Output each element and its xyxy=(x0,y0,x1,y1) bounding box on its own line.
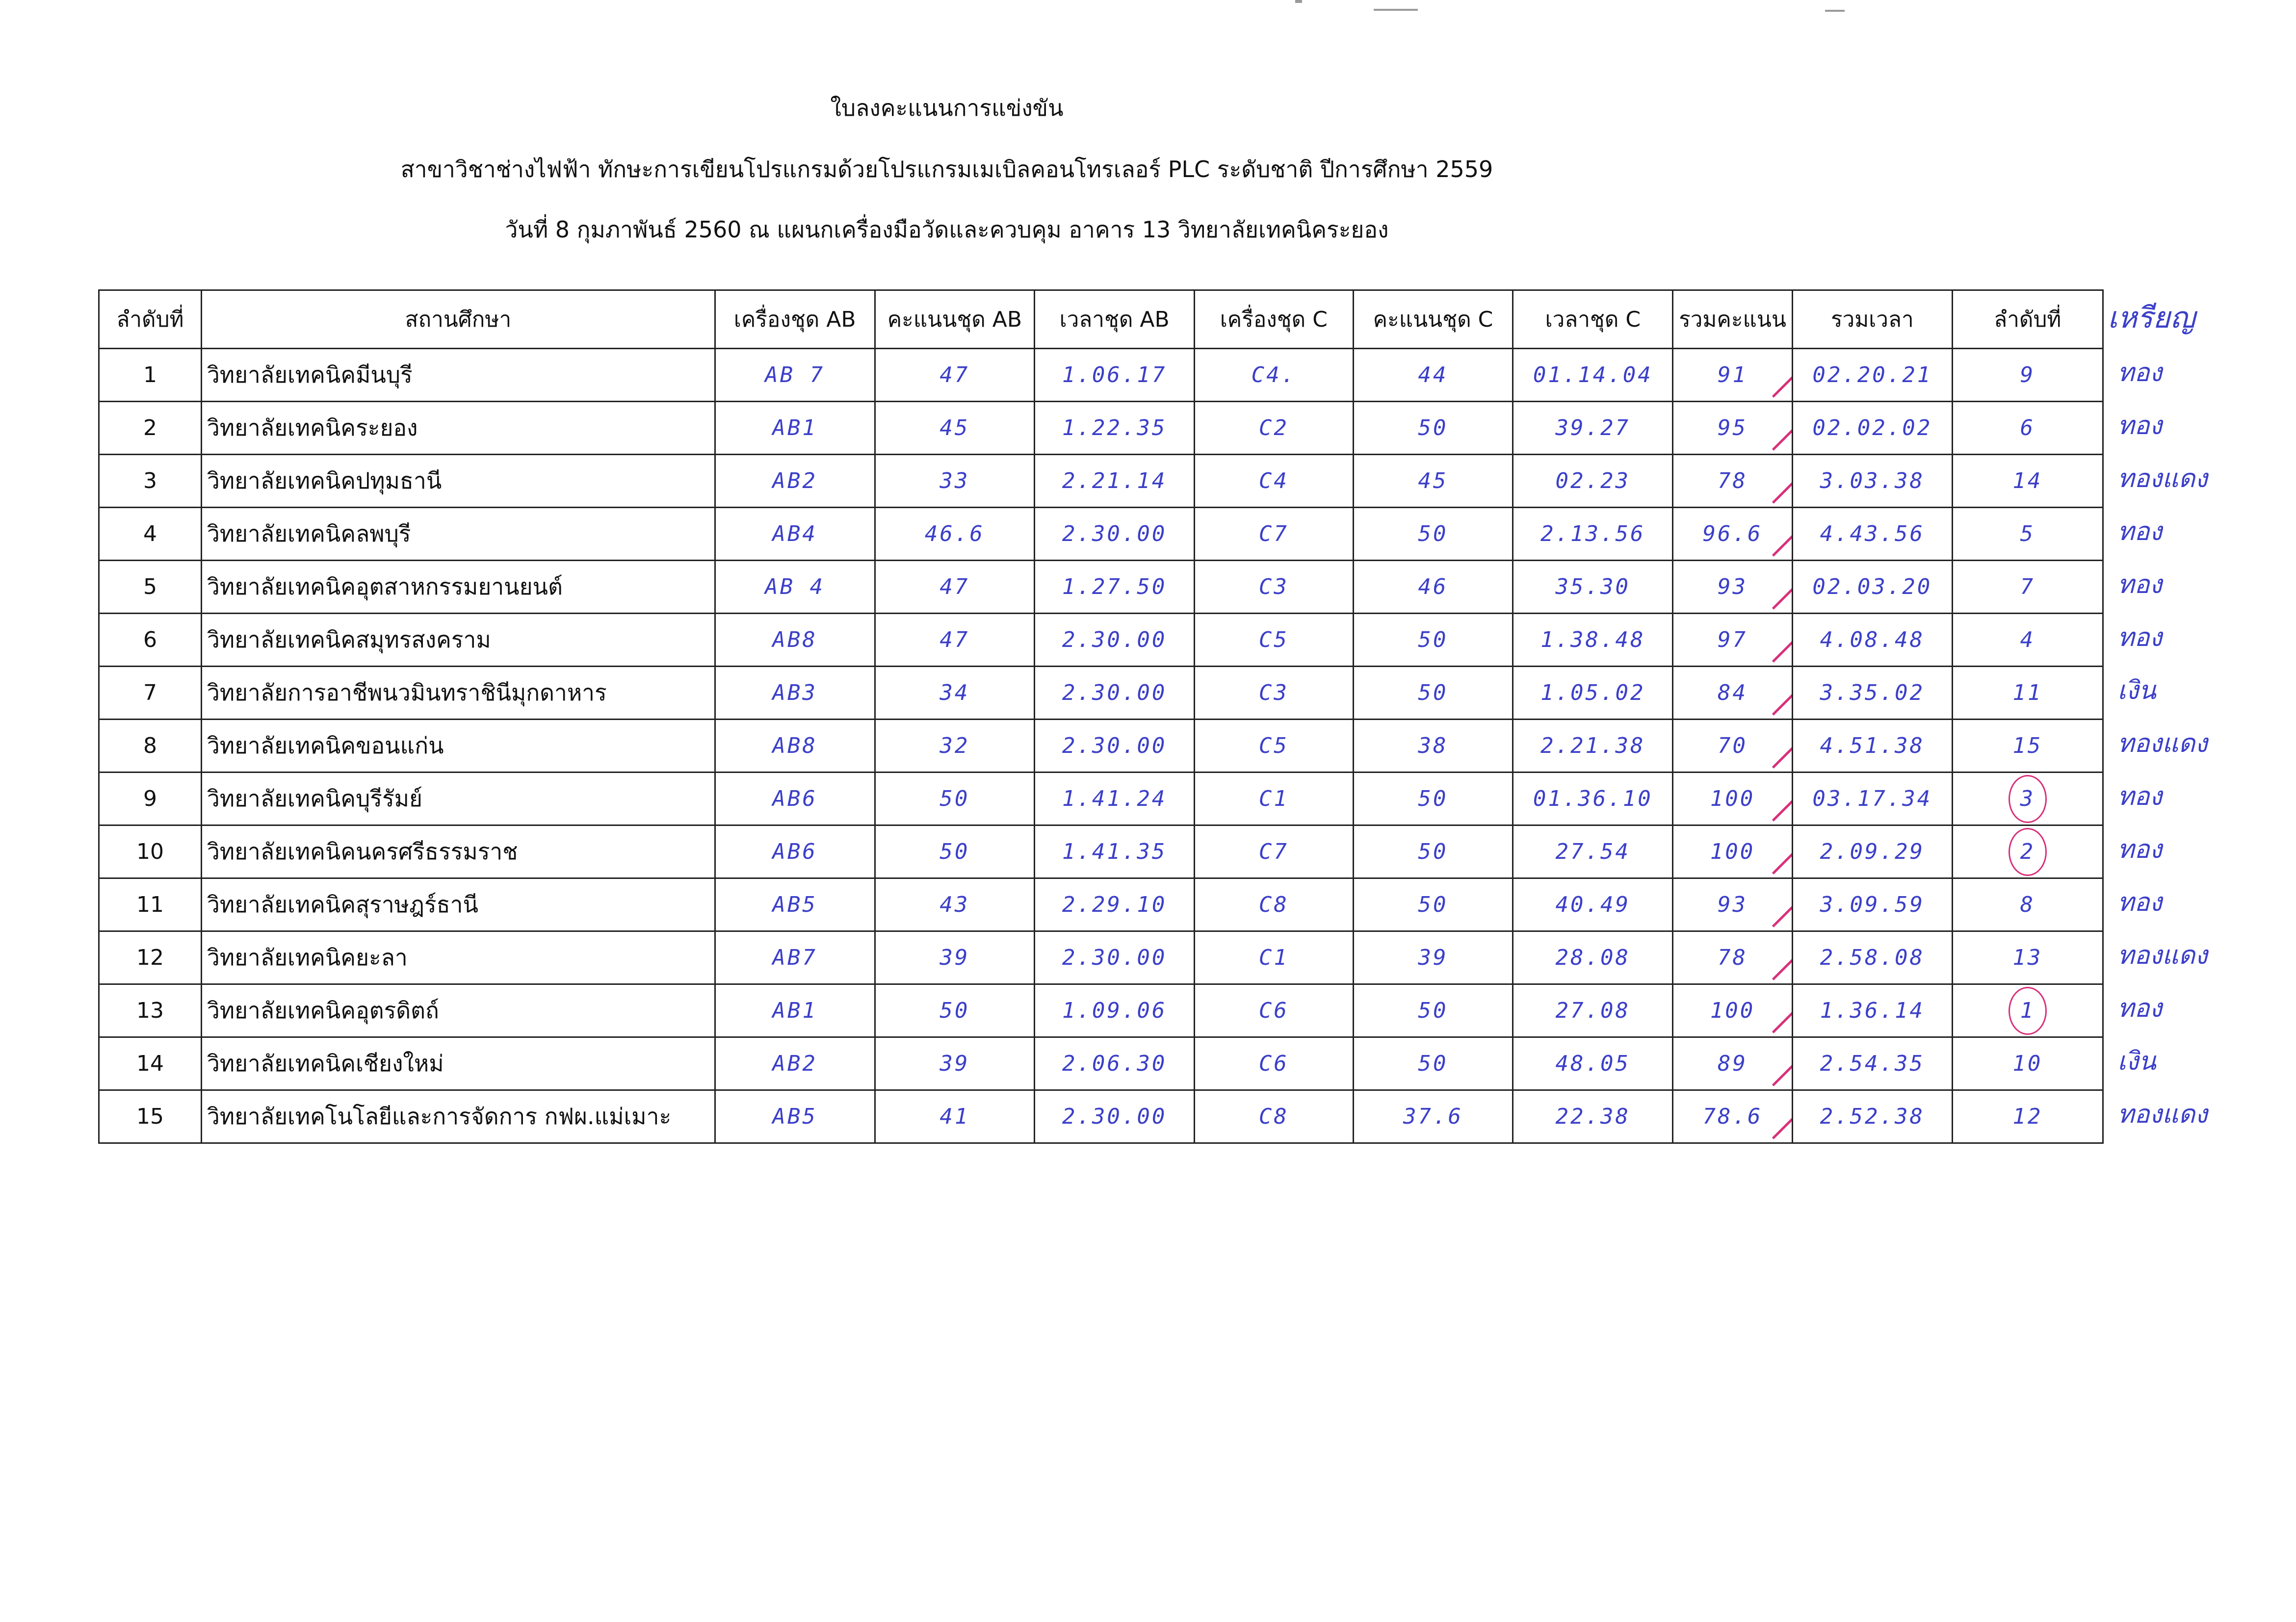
cell-school: วิทยาลัยเทคนิคสมุทรสงคราม xyxy=(201,614,715,667)
cell-no: 12 xyxy=(99,931,202,984)
cell-total-time: 3.03.38 xyxy=(1792,455,1952,508)
check-mark-icon xyxy=(1744,825,1792,875)
table-row xyxy=(99,931,2103,984)
cell-no: 9 xyxy=(99,772,202,825)
medal-entry: ทอง xyxy=(2117,517,2162,546)
cell-machine-c: C7 xyxy=(1195,825,1354,878)
table-row xyxy=(99,561,2103,614)
cell-rank: 9 xyxy=(1952,349,2103,402)
cell-score-ab: 47 xyxy=(875,349,1035,402)
cell-no: 8 xyxy=(99,720,202,772)
col-header-total-time: รวมเวลา xyxy=(1792,290,1952,349)
cell-school: วิทยาลัยเทคนิคมีนบุรี xyxy=(201,349,715,402)
cell-total-time: 03.17.34 xyxy=(1792,772,1952,825)
cell-total-time: 4.08.48 xyxy=(1792,614,1952,667)
cell-time-ab: 1.27.50 xyxy=(1035,561,1195,614)
cell-time-ab: 1.41.35 xyxy=(1035,825,1195,878)
cell-score-ab: 33 xyxy=(875,455,1035,508)
table-row xyxy=(99,508,2103,561)
medal-entry: ทอง xyxy=(2117,835,2162,864)
cell-time-c: 02.23 xyxy=(1513,455,1673,508)
cell-score-c: 50 xyxy=(1353,508,1513,561)
table-row xyxy=(99,984,2103,1037)
cell-total-score: 78.6 xyxy=(1673,1090,1793,1143)
cell-machine-ab: AB6 xyxy=(715,825,875,878)
cell-time-ab: 2.30.00 xyxy=(1035,667,1195,720)
cell-no: 14 xyxy=(99,1037,202,1090)
document-title: ใบลงคะแนนการแข่งขัน xyxy=(830,95,1064,121)
cell-time-ab: 2.06.30 xyxy=(1035,1037,1195,1090)
cell-time-c: 27.54 xyxy=(1513,825,1673,878)
cell-score-c: 50 xyxy=(1353,402,1513,455)
table-row xyxy=(99,1090,2103,1143)
cell-time-c: 22.38 xyxy=(1513,1090,1673,1143)
cell-machine-ab: AB8 xyxy=(715,720,875,772)
medal-column xyxy=(2108,289,2255,1141)
cell-time-ab: 2.30.00 xyxy=(1035,508,1195,561)
cell-time-ab: 1.22.35 xyxy=(1035,402,1195,455)
cell-time-ab: 1.06.17 xyxy=(1035,349,1195,402)
table-row xyxy=(99,878,2103,931)
cell-time-c: 01.36.10 xyxy=(1513,772,1673,825)
cell-score-ab: 45 xyxy=(875,402,1035,455)
medal-entry: เงิน xyxy=(2117,1047,2156,1076)
cell-score-c: 50 xyxy=(1353,772,1513,825)
check-mark-icon xyxy=(1744,1037,1792,1086)
cell-rank: 5 xyxy=(1952,508,2103,561)
check-mark-icon xyxy=(1744,561,1792,610)
document-date-line: วันที่ 8 กุมภาพันธ์ 2560 ณ แผนกเครื่องมือวัดและควบคุม อาคาร 13 วิทยาลัยเทคนิคระยอง xyxy=(505,216,1389,243)
cell-time-c: 27.08 xyxy=(1513,984,1673,1037)
cell-machine-c: C4 xyxy=(1195,455,1354,508)
check-mark-icon xyxy=(1744,402,1792,451)
circled-rank: 3 xyxy=(2009,775,2047,823)
cell-rank: 10 xyxy=(1952,1037,2103,1090)
cell-time-ab: 2.30.00 xyxy=(1035,1090,1195,1143)
table-row xyxy=(99,772,2103,825)
cell-rank: 12 xyxy=(1952,1090,2103,1143)
cell-time-ab: 2.21.14 xyxy=(1035,455,1195,508)
col-header-machine-c: เครื่องชุด C xyxy=(1195,290,1354,349)
table-header-row xyxy=(99,290,2103,349)
cell-score-ab: 47 xyxy=(875,561,1035,614)
cell-no: 15 xyxy=(99,1090,202,1143)
cell-score-ab: 32 xyxy=(875,720,1035,772)
table-row xyxy=(99,825,2103,878)
cell-total-score: 84 xyxy=(1673,667,1793,720)
cell-machine-ab: AB1 xyxy=(715,402,875,455)
col-header-school: สถานศึกษา xyxy=(201,290,715,349)
cell-school: วิทยาลัยเทคนิคระยอง xyxy=(201,402,715,455)
cell-total-score: 91 xyxy=(1673,349,1793,402)
cell-rank: 4 xyxy=(1952,614,2103,667)
cell-machine-c: C8 xyxy=(1195,878,1354,931)
cell-school: วิทยาลัยเทคนิคปทุมธานี xyxy=(201,455,715,508)
cell-machine-ab: AB 4 xyxy=(715,561,875,614)
document-subtitle: สาขาวิชาช่างไฟฟ้า ทักษะการเขียนโปรแกรมด้วยโปรแกรมเมเบิลคอนโทรเลอร์ PLC ระดับชาติ ปีการศึกษา 2559 xyxy=(400,156,1493,182)
cell-machine-ab: AB7 xyxy=(715,931,875,984)
table-row xyxy=(99,402,2103,455)
cell-score-c: 50 xyxy=(1353,825,1513,878)
col-header-time-ab: เวลาชุด AB xyxy=(1035,290,1195,349)
medal-entry: ทอง xyxy=(2117,994,2162,1023)
cell-rank: 6 xyxy=(1952,402,2103,455)
cell-school: วิทยาลัยการอาชีพนวมินทราชินีมุกดาหาร xyxy=(201,667,715,720)
cell-time-c: 48.05 xyxy=(1513,1037,1673,1090)
cell-machine-c: C4. xyxy=(1195,349,1354,402)
cell-machine-c: C3 xyxy=(1195,667,1354,720)
cell-score-ab: 43 xyxy=(875,878,1035,931)
check-mark-icon xyxy=(1744,772,1792,822)
medal-entry: ทองแดง xyxy=(2117,464,2208,493)
cell-total-time: 1.36.14 xyxy=(1792,984,1952,1037)
cell-total-time: 02.02.02 xyxy=(1792,402,1952,455)
cell-no: 1 xyxy=(99,349,202,402)
table-row xyxy=(99,667,2103,720)
medal-entry: ทองแดง xyxy=(2117,729,2208,758)
col-header-score-ab: คะแนนชุด AB xyxy=(875,290,1035,349)
cell-total-time: 4.43.56 xyxy=(1792,508,1952,561)
cell-rank: 15 xyxy=(1952,720,2103,772)
cell-machine-ab: AB4 xyxy=(715,508,875,561)
cell-time-c: 2.13.56 xyxy=(1513,508,1673,561)
table-row xyxy=(99,455,2103,508)
cell-score-c: 50 xyxy=(1353,984,1513,1037)
check-mark-icon xyxy=(1744,720,1792,769)
cell-school: วิทยาลัยเทคนิคอุตสาหกรรมยานยนต์ xyxy=(201,561,715,614)
cell-machine-ab: AB5 xyxy=(715,1090,875,1143)
cell-time-ab: 2.30.00 xyxy=(1035,931,1195,984)
medal-entry: ทอง xyxy=(2117,782,2162,811)
scan-speck xyxy=(1295,0,1302,3)
cell-time-ab: 1.09.06 xyxy=(1035,984,1195,1037)
check-mark-icon xyxy=(1744,349,1792,398)
cell-no: 7 xyxy=(99,667,202,720)
cell-rank: 8 xyxy=(1952,878,2103,931)
cell-total-time: 3.09.59 xyxy=(1792,878,1952,931)
cell-no: 10 xyxy=(99,825,202,878)
table-row xyxy=(99,614,2103,667)
medal-entry: เงิน xyxy=(2117,676,2156,705)
cell-total-score: 100 xyxy=(1673,825,1793,878)
cell-machine-ab: AB8 xyxy=(715,614,875,667)
cell-school: วิทยาลัยเทคนิคเชียงใหม่ xyxy=(201,1037,715,1090)
cell-no: 3 xyxy=(99,455,202,508)
cell-score-ab: 47 xyxy=(875,614,1035,667)
cell-total-score: 93 xyxy=(1673,878,1793,931)
cell-time-ab: 2.29.10 xyxy=(1035,878,1195,931)
check-mark-icon xyxy=(1744,878,1792,927)
cell-no: 5 xyxy=(99,561,202,614)
table-row xyxy=(99,1037,2103,1090)
cell-total-time: 2.54.35 xyxy=(1792,1037,1952,1090)
cell-time-c: 01.14.04 xyxy=(1513,349,1673,402)
cell-no: 2 xyxy=(99,402,202,455)
cell-score-ab: 39 xyxy=(875,1037,1035,1090)
check-mark-icon xyxy=(1744,1090,1792,1139)
cell-total-time: 02.03.20 xyxy=(1792,561,1952,614)
cell-rank xyxy=(1952,772,2103,825)
cell-machine-c: C1 xyxy=(1195,931,1354,984)
cell-total-score: 95 xyxy=(1673,402,1793,455)
cell-machine-c: C1 xyxy=(1195,772,1354,825)
cell-rank: 7 xyxy=(1952,561,2103,614)
cell-machine-ab: AB2 xyxy=(715,455,875,508)
cell-machine-c: C5 xyxy=(1195,720,1354,772)
cell-no: 11 xyxy=(99,878,202,931)
medal-header: เหรียญ xyxy=(2108,301,2195,335)
cell-total-score: 93 xyxy=(1673,561,1793,614)
medal-entry: ทอง xyxy=(2117,411,2162,440)
cell-score-ab: 34 xyxy=(875,667,1035,720)
cell-rank: 11 xyxy=(1952,667,2103,720)
cell-school: วิทยาลัยเทคนิคยะลา xyxy=(201,931,715,984)
cell-total-score: 97 xyxy=(1673,614,1793,667)
cell-machine-ab: AB2 xyxy=(715,1037,875,1090)
cell-time-c: 35.30 xyxy=(1513,561,1673,614)
check-mark-icon xyxy=(1744,984,1792,1033)
cell-total-score: 78 xyxy=(1673,931,1793,984)
circled-rank: 1 xyxy=(2009,987,2047,1035)
medal-entry: ทอง xyxy=(2117,570,2162,599)
col-header-time-c: เวลาชุด C xyxy=(1513,290,1673,349)
cell-score-c: 50 xyxy=(1353,1037,1513,1090)
col-header-machine-ab: เครื่องชุด AB xyxy=(715,290,875,349)
scan-speck xyxy=(1374,9,1418,11)
cell-time-ab: 2.30.00 xyxy=(1035,614,1195,667)
cell-time-c: 28.08 xyxy=(1513,931,1673,984)
cell-score-c: 37.6 xyxy=(1353,1090,1513,1143)
col-header-total-score: รวมคะแนน xyxy=(1673,290,1793,349)
medal-entry: ทองแดง xyxy=(2117,1100,2208,1129)
cell-total-score: 78 xyxy=(1673,455,1793,508)
cell-score-c: 45 xyxy=(1353,455,1513,508)
cell-no: 6 xyxy=(99,614,202,667)
cell-machine-ab: AB 7 xyxy=(715,349,875,402)
cell-school: วิทยาลัยเทคนิคอุตรดิตถ์ xyxy=(201,984,715,1037)
cell-time-c: 40.49 xyxy=(1513,878,1673,931)
table-row xyxy=(99,720,2103,772)
cell-score-c: 50 xyxy=(1353,667,1513,720)
cell-total-time: 3.35.02 xyxy=(1792,667,1952,720)
cell-school: วิทยาลัยเทคนิคนครศรีธรรมราช xyxy=(201,825,715,878)
cell-total-score: 100 xyxy=(1673,984,1793,1037)
scan-speck xyxy=(1825,10,1845,12)
cell-machine-ab: AB6 xyxy=(715,772,875,825)
cell-no: 13 xyxy=(99,984,202,1037)
cell-score-c: 39 xyxy=(1353,931,1513,984)
cell-score-c: 38 xyxy=(1353,720,1513,772)
medal-entry: ทองแดง xyxy=(2117,941,2208,970)
cell-machine-c: C2 xyxy=(1195,402,1354,455)
cell-rank xyxy=(1952,984,2103,1037)
cell-school: วิทยาลัยเทคนิคบุรีรัมย์ xyxy=(201,772,715,825)
col-header-no: ลำดับที่ xyxy=(99,290,202,349)
check-mark-icon xyxy=(1744,931,1792,980)
cell-rank: 13 xyxy=(1952,931,2103,984)
cell-machine-c: C8 xyxy=(1195,1090,1354,1143)
cell-machine-c: C6 xyxy=(1195,1037,1354,1090)
cell-school: วิทยาลัยเทคนิคลพบุรี xyxy=(201,508,715,561)
medal-entry: ทอง xyxy=(2117,623,2162,652)
cell-time-c: 39.27 xyxy=(1513,402,1673,455)
cell-total-time: 02.20.21 xyxy=(1792,349,1952,402)
cell-score-c: 50 xyxy=(1353,614,1513,667)
cell-score-ab: 46.6 xyxy=(875,508,1035,561)
cell-time-c: 2.21.38 xyxy=(1513,720,1673,772)
cell-school: วิทยาลัยเทคนิคสุราษฎร์ธานี xyxy=(201,878,715,931)
cell-no: 4 xyxy=(99,508,202,561)
cell-score-c: 44 xyxy=(1353,349,1513,402)
cell-machine-c: C7 xyxy=(1195,508,1354,561)
cell-total-time: 2.58.08 xyxy=(1792,931,1952,984)
cell-school: วิทยาลัยเทคโนโลยีและการจัดการ กฟผ.แม่เมาะ xyxy=(201,1090,715,1143)
cell-rank: 14 xyxy=(1952,455,2103,508)
cell-score-ab: 50 xyxy=(875,825,1035,878)
medal-entry: ทอง xyxy=(2117,888,2162,917)
cell-machine-ab: AB1 xyxy=(715,984,875,1037)
cell-time-c: 1.05.02 xyxy=(1513,667,1673,720)
cell-score-ab: 50 xyxy=(875,772,1035,825)
cell-time-ab: 1.41.24 xyxy=(1035,772,1195,825)
cell-total-score: 100 xyxy=(1673,772,1793,825)
cell-total-time: 2.09.29 xyxy=(1792,825,1952,878)
check-mark-icon xyxy=(1744,667,1792,716)
col-header-rank: ลำดับที่ xyxy=(1952,290,2103,349)
circled-rank: 2 xyxy=(2009,828,2047,876)
cell-machine-ab: AB3 xyxy=(715,667,875,720)
cell-time-ab: 2.30.00 xyxy=(1035,720,1195,772)
cell-total-score: 70 xyxy=(1673,720,1793,772)
table-row xyxy=(99,349,2103,402)
cell-time-c: 1.38.48 xyxy=(1513,614,1673,667)
cell-rank xyxy=(1952,825,2103,878)
check-mark-icon xyxy=(1744,455,1792,504)
cell-total-score: 96.6 xyxy=(1673,508,1793,561)
score-table-body xyxy=(99,349,2103,1143)
cell-school: วิทยาลัยเทคนิคขอนแก่น xyxy=(201,720,715,772)
cell-machine-c: C5 xyxy=(1195,614,1354,667)
cell-total-time: 4.51.38 xyxy=(1792,720,1952,772)
medal-entry: ทอง xyxy=(2117,358,2162,387)
cell-score-ab: 41 xyxy=(875,1090,1035,1143)
cell-machine-c: C6 xyxy=(1195,984,1354,1037)
col-header-score-c: คะแนนชุด C xyxy=(1353,290,1513,349)
cell-score-c: 50 xyxy=(1353,878,1513,931)
cell-total-time: 2.52.38 xyxy=(1792,1090,1952,1143)
score-table xyxy=(98,289,2104,1144)
cell-score-c: 46 xyxy=(1353,561,1513,614)
check-mark-icon xyxy=(1744,614,1792,663)
cell-machine-ab: AB5 xyxy=(715,878,875,931)
cell-machine-c: C3 xyxy=(1195,561,1354,614)
cell-score-ab: 39 xyxy=(875,931,1035,984)
cell-total-score: 89 xyxy=(1673,1037,1793,1090)
check-mark-icon xyxy=(1744,508,1792,557)
cell-score-ab: 50 xyxy=(875,984,1035,1037)
